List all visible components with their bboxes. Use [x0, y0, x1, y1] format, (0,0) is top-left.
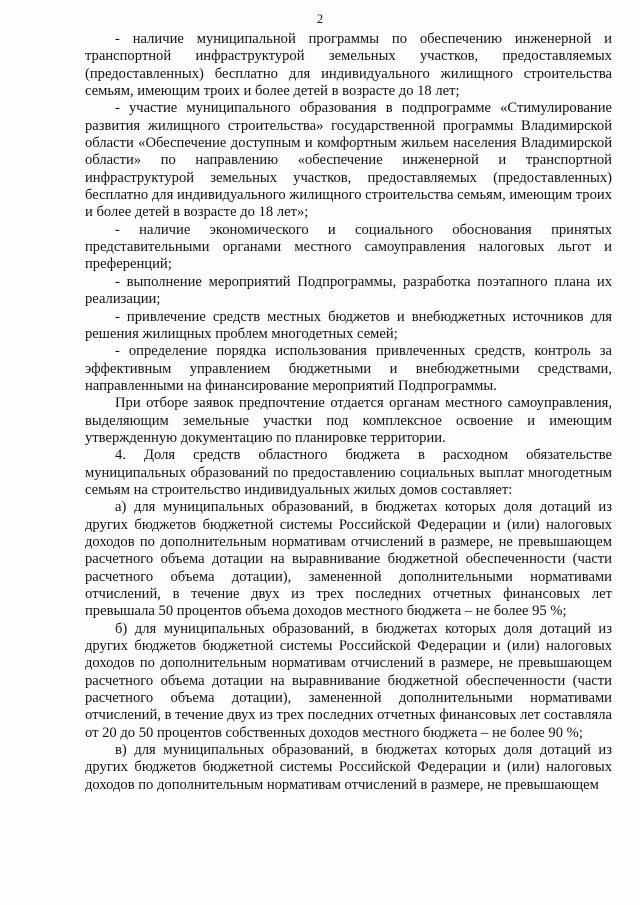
paragraph-criterion-subprogram: - участие муниципального образования в подпрограмме «Стимулирование развития жилищного строительства» государственной программы Владимирской области «Обеспечение доступным и комфортным жильем населения Владимирской области» по направлению «обеспечение инженерной и транспортной инфраструктурой земельных участков, предоставляемых (предоставленных) бесплатно для индивидуального жилищного строительства семьям, имеющим троих и более детей в возрасте до 18 лет»; [85, 100, 612, 221]
paragraph-selection-preference: При отборе заявок предпочтение отдается органам местного самоуправления, выделяющим земельные участки под комплексное освоение и имеющим утвержденную документацию по планировке территории. [85, 395, 612, 446]
paragraph-item-b: б) для муниципальных образований, в бюджетах которых доля дотаций из других бюджетов бюджетной системы Российской Федерации и (или) налоговых доходов по дополнительным нормативам отчислений в размере, не превышающем расчетного объема дотации на выравнивание бюджетной обеспеченности (части расчетного объема дотации), замененной дополнительными нормативами отчислений, в течение двух из трех последних отчетных финансовых лет составляла от 20 до 50 процентов собственных доходов местного бюджета – не более 90 %; [85, 620, 612, 741]
paragraph-criterion-control: - определение порядка использования привлеченных средств, контроль за эффективным управлением бюджетными и внебюджетными средствами, направленными на финансирование мероприятий Подпрограммы. [85, 343, 612, 394]
paragraph-criterion-implementation: - выполнение мероприятий Подпрограммы, разработка поэтапного плана их реализации; [85, 273, 612, 308]
paragraph-criterion-tax-benefits: - наличие экономического и социального обоснования принятых представительными органами местного самоуправления налоговых льгот и преференций; [85, 221, 612, 273]
page-number: 2 [316, 12, 324, 26]
paragraph-item-a: а) для муниципальных образований, в бюджетах которых доля дотаций из других бюджетов бюджетной системы Российской Федерации и (или) налоговых доходов по дополнительным нормативам отчислений в размере, не превышающем расчетного объема дотации на выравнивание бюджетной обеспеченности (части расчетного объема дотации), замененной дополнительными нормативами отчислений, в течение двух из трех последних отчетных финансовых лет превышала 50 процентов объема доходов местного бюджета – не более 95 %; [85, 499, 612, 620]
paragraph-criterion-funding: - привлечение средств местных бюджетов и внебюджетных источников для решения жилищных проблем многодетных семей; [85, 308, 612, 342]
paragraph-section-4: 4. Доля средств областного бюджета в расходном обязательстве муниципальных образований по предоставлению социальных выплат многодетным семьям на строительство индивидуальных жилых домов составляет: [85, 447, 612, 498]
paragraph-item-c: в) для муниципальных образований, в бюджетах которых доля дотаций из других бюджетов бюджетной системы Российской Федерации и (или) налоговых доходов по дополнительным нормативам отчислений в размере, не превышающем [85, 742, 612, 793]
document-body [85, 31, 612, 794]
paragraph-criterion-program: - наличие муниципальной программы по обеспечению инженерной и транспортной инфраструктурой земельных участков, предоставляемых (предоставленных) бесплатно для индивидуального жилищного строительства семьям, имеющим троих и более детей в возрасте до 18 лет; [85, 31, 612, 100]
